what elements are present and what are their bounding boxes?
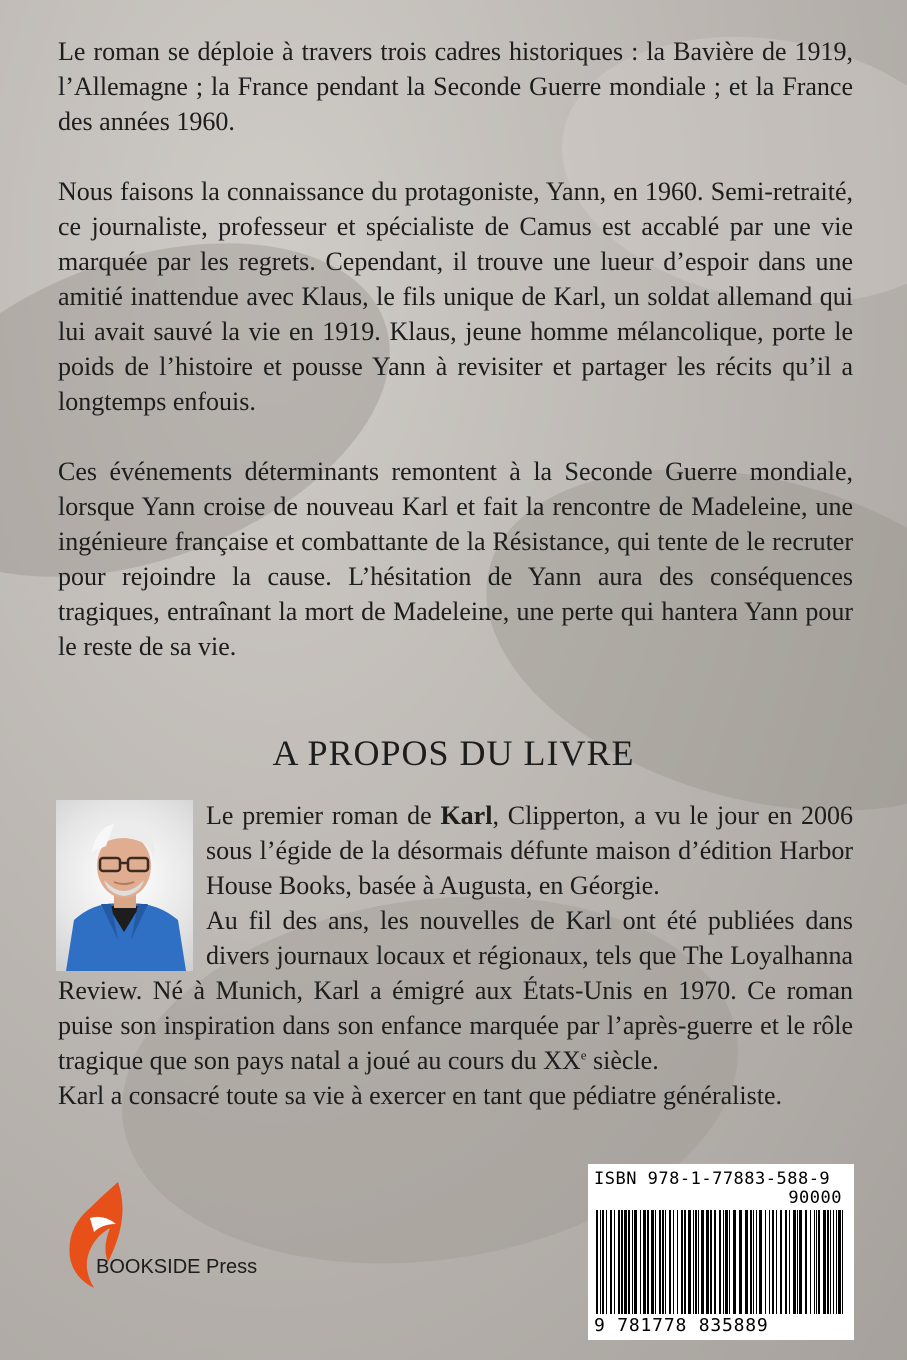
barcode-bar <box>805 1210 807 1314</box>
publisher-logo <box>60 1178 280 1308</box>
blurb-paragraph: Nous faisons la connaissance du protagoniste, Yann, en 1960. Semi-retraité, ce journaliste, professeur et spécialiste de Camus est accablé par une vie marquée par les regrets. Cependant, il trouve une lueur d’espoir dans une amitié inattendue avec Klaus, le fils unique de Karl, un soldat allemand qui lui avait sauvé la vie en 1919. Klaus, jeune homme mélancolique, porte le poids de l’histoire et pousse Yann à revisiter et partager les récits qu’il a longtemps enfouis. <box>58 177 853 416</box>
barcode-bar <box>753 1210 754 1314</box>
isbn-barcode <box>588 1164 854 1340</box>
barcode-bar <box>647 1210 649 1314</box>
barcode-bar <box>810 1210 811 1314</box>
barcode-bar <box>756 1210 757 1314</box>
barcode-bar <box>677 1210 678 1314</box>
blurb <box>58 34 853 699</box>
barcode-bar <box>836 1210 837 1314</box>
barcode-bar <box>750 1210 752 1314</box>
barcode-bar <box>701 1210 704 1314</box>
barcode-bar <box>745 1210 748 1314</box>
barcode-bar <box>634 1210 637 1314</box>
bio-text: siècle. <box>586 1046 659 1075</box>
barcode-bar <box>665 1210 666 1314</box>
barcode-bar <box>643 1210 646 1314</box>
barcode-bar <box>833 1210 834 1314</box>
barcode-bar <box>739 1210 742 1314</box>
barcode-bar <box>842 1210 843 1314</box>
barcode-bar <box>729 1210 730 1314</box>
barcode-bar <box>673 1210 674 1314</box>
barcode-bar <box>776 1210 777 1314</box>
barcode-bar <box>602 1210 604 1314</box>
century-superscript: e <box>580 1047 587 1063</box>
barcode-bar <box>830 1210 831 1314</box>
barcode-bar <box>606 1210 607 1314</box>
barcode-bar <box>640 1210 641 1314</box>
barcode-bar <box>714 1210 716 1314</box>
barcode-bar <box>799 1210 802 1314</box>
barcode-bar <box>655 1210 656 1314</box>
barcode-bar <box>816 1210 817 1314</box>
barcode-bar <box>827 1210 829 1314</box>
barcode-bar <box>710 1210 712 1314</box>
barcode-bar <box>719 1210 721 1314</box>
blurb-paragraph: Le roman se déploie à travers trois cadres historiques : la Bavière de 1919, l’Allemagne ; la France pendant la Seconde Guerre mondiale ; et la France des années 1960. <box>58 37 853 136</box>
price-code: 90000 <box>788 1188 842 1208</box>
barcode-bar <box>797 1210 798 1314</box>
barcode-bar <box>723 1210 724 1314</box>
barcode-bar <box>769 1210 770 1314</box>
bio-text: Au fil des ans, les nouvelles de Karl ont été publiées dans divers journaux locaux et régionaux, tels que The Loyalhanna Review. Né à Munich, Karl a émigré aux États-Unis en 1970. Ce roman puise son inspiration dans son enfance marquée par l’après-guerre et le rôle tragique que son pays natal a joué au cours du XX <box>58 906 853 1075</box>
barcode-bar <box>618 1210 620 1314</box>
barcode-bar <box>610 1210 612 1314</box>
publisher-name: BOOKSIDE Press <box>96 1256 258 1278</box>
barcode-bar <box>688 1210 691 1314</box>
barcode-bar <box>780 1210 782 1314</box>
bio-text: , Clipperton, a vu le jour en 2006 sous l’égide de la désormais défunte maison d’édition Harbor House Books, basée à Augusta, en Géorgie. <box>206 801 854 900</box>
barcode-bars <box>588 1164 854 1340</box>
barcode-bar <box>600 1210 601 1314</box>
barcode-bar <box>706 1210 709 1314</box>
barcode-bar <box>596 1210 598 1314</box>
barcode-bar <box>621 1210 623 1314</box>
ean-digits: 9 781778 835889 <box>594 1315 769 1336</box>
barcode-bar <box>814 1210 815 1314</box>
barcode-bar <box>823 1210 826 1314</box>
barcode-bar <box>669 1210 671 1314</box>
barcode-bar <box>838 1210 841 1314</box>
barcode-bar <box>614 1210 615 1314</box>
barcode-bar <box>725 1210 728 1314</box>
barcode-bar <box>651 1210 654 1314</box>
bio-intro: Le premier roman de <box>206 801 441 830</box>
barcode-bar <box>759 1210 762 1314</box>
barcode-bar <box>659 1210 661 1314</box>
isbn-label: ISBN 978-1-77883-588-9 <box>594 1169 831 1189</box>
author-bio <box>58 798 853 1113</box>
barcode-bar <box>662 1210 664 1314</box>
barcode-bar <box>785 1210 787 1314</box>
barcode-bar <box>695 1210 697 1314</box>
barcode-bar <box>765 1210 766 1314</box>
barcode-bar <box>818 1210 820 1314</box>
barcode-bar <box>772 1210 774 1314</box>
barcode-bar <box>789 1210 790 1314</box>
about-heading: A PROPOS DU LIVRE <box>272 733 635 773</box>
barcode-bar <box>733 1210 736 1314</box>
barcode-bar <box>628 1210 630 1314</box>
barcode-bar <box>624 1210 627 1314</box>
barcode-bar <box>693 1210 694 1314</box>
author-name: Karl <box>440 801 493 830</box>
bio-paragraph: Karl a consacré toute sa vie à exercer en tant que pédiatre généraliste. <box>58 1081 783 1110</box>
blurb-paragraph: Ces événements déterminants remontent à la Seconde Guerre mondiale, lorsque Yann croise de nouveau Karl et fait la rencontre de Madeleine, une ingénieure française et combattante de la Résistance, qui tente de le recruter pour rejoindre la cause. L’hésitation de Yann aura des conséquences tragiques, entraînant la mort de Madeleine, une perte qui hantera Yann pour le reste de sa vie. <box>58 457 853 661</box>
barcode-bar <box>681 1210 683 1314</box>
barcode-bar <box>793 1210 796 1314</box>
barcode-bar <box>632 1210 633 1314</box>
barcode-bar <box>684 1210 686 1314</box>
barcode-bar <box>698 1210 699 1314</box>
